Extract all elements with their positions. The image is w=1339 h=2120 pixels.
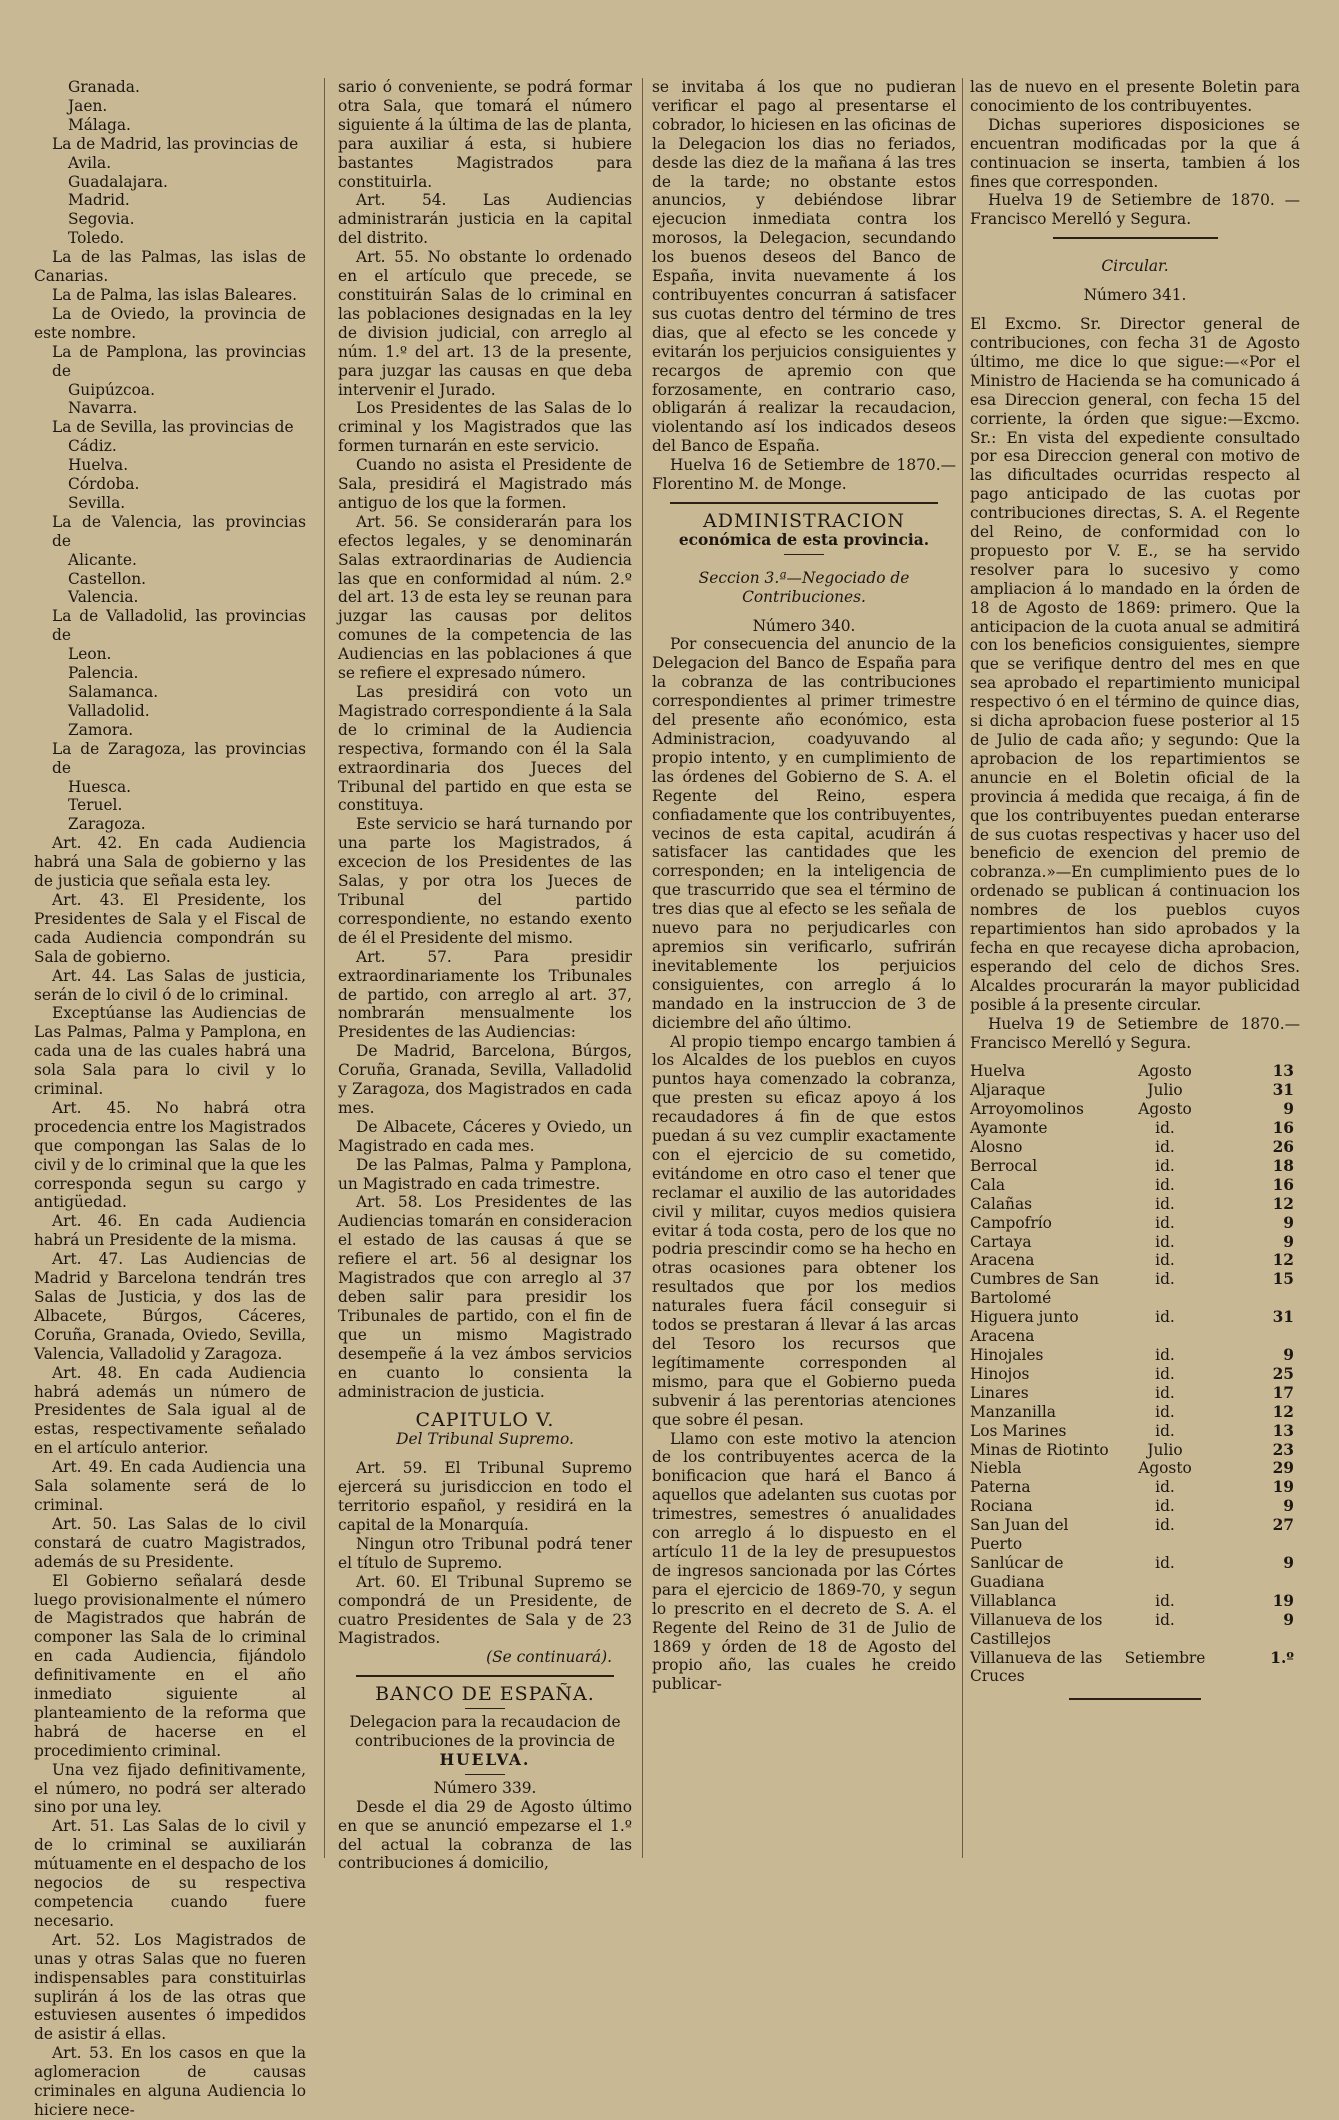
- day: 1.º: [1270, 1648, 1294, 1667]
- table-row: [970, 1554, 1300, 1592]
- paragraph: La de Oviedo, la provincia de este nombre.: [34, 304, 306, 342]
- month: Julio: [1147, 1440, 1183, 1459]
- paragraph: Córdoba.: [68, 475, 140, 494]
- town-name: Los Marines: [970, 1421, 1067, 1440]
- paragraph: Los Presidentes de las Salas de lo criminal y los Magistrados que las formen turnarán en este servicio.: [338, 399, 632, 456]
- table-row: [970, 1459, 1300, 1478]
- table-row: [970, 1195, 1300, 1214]
- day: 12: [1272, 1194, 1294, 1213]
- column-4: [970, 78, 1300, 1708]
- month: id.: [1155, 1194, 1175, 1213]
- paragraph: La de Pamplona, las provincias de: [52, 342, 306, 380]
- month: id.: [1155, 1232, 1175, 1251]
- paragraph: Art. 59. El Tribunal Supremo ejercerá su jurisdiccion en todo el territorio español, y residirá en la capital de la Monarquía.: [338, 1459, 632, 1534]
- month: id.: [1155, 1175, 1175, 1194]
- day: 18: [1272, 1156, 1294, 1175]
- table-row: [970, 1251, 1300, 1270]
- month: id.: [1155, 1591, 1175, 1610]
- paragraph: Art. 44. Las Salas de justicia, serán de lo civil ó de lo criminal.: [34, 966, 306, 1004]
- section-divider: [1069, 1698, 1201, 1700]
- table-row: [970, 1176, 1300, 1195]
- column-rule: [642, 78, 643, 1858]
- paragraph: De Madrid, Barcelona, Búrgos, Coruña, Granada, Sevilla, Valladolid y Zaragoza, dos Magistrados en cada mes.: [338, 1042, 632, 1117]
- town-name: Villanueva de los Castillejos: [970, 1610, 1103, 1648]
- column-3: [652, 78, 956, 1694]
- town-name: Hinojos: [970, 1364, 1030, 1383]
- paragraph: las de nuevo en el presente Boletin para conocimiento de los contribuyentes.: [970, 78, 1300, 115]
- town-name: Manzanilla: [970, 1402, 1056, 1421]
- paragraph: Huelva 16 de Setiembre de 1870.—Florentino M. de Monge.: [652, 456, 956, 494]
- paragraph: Las presidirá con voto un Magistrado correspondiente á la Sala de lo criminal de la Audiencia respectiva, formando con él la Sala extraordinaria dos Jueces del Tribunal del partido en que esta se constituya.: [338, 683, 632, 815]
- month: id.: [1155, 1346, 1175, 1364]
- continued-note: (Se continuará).: [486, 1648, 612, 1667]
- month: id.: [1155, 1516, 1175, 1535]
- paragraph: Zamora.: [68, 720, 134, 739]
- paragraph: Huelva 19 de Setiembre de 1870.— Francisco Merelló y Segura.: [970, 1014, 1300, 1052]
- admin-subheading: económica de esta provincia.: [678, 530, 930, 549]
- paragraph: Toledo.: [68, 229, 125, 248]
- paragraph: Palencia.: [68, 664, 139, 683]
- paragraph: Al propio tiempo encargo tambien á los Alcaldes de los pueblos en cuyos puntos haya comenzado la cobranza, que presten su eficaz apoyo á los recaudadores á fin de que estos puedan á su vez cumplir exactamente con el ejercicio de su cometido, evitándome en otro caso el tener que reclamar el auxilio de las autoridades civil y militar, cuyos medios quisiera evitar á toda costa, pero de los que no podria prescindir como se ha hecho en otras ocasiones para obtener los resultados que por los medios naturales fuera fácil conseguir si todos se prestaran á llevar á las arcas del Tesoro los recursos que legítimamente corresponden al mismo, para que el Gobierno pueda subvenir á las perentorias atenciones que sobre él pesan.: [652, 1032, 956, 1429]
- paragraph: Madrid.: [68, 191, 130, 210]
- bank-heading: BANCO DE ESPAÑA.: [375, 1683, 595, 1706]
- town-name: Paterna: [970, 1478, 1031, 1497]
- notice-number-340: Número 340.: [752, 616, 856, 635]
- table-row: [970, 1138, 1300, 1157]
- notice-341-text: [970, 315, 1300, 1052]
- paragraph: Llamo con este motivo la atencion de los contribuyentes acerca de la bonificacion que hará el Banco á aquellos que adelanten sus cuotas por trimestres, semestres ó anualidades con arreglo á lo dispuesto en el artículo 11 de la ley de presupuestos de ingresos sancionada por las Córtes para el ejercicio de 1869-70, y segun lo prescrito en el decreto de S. A. el Regente del Reino de 31 de Julio de 1869 y órden de 18 de Agosto del propio año, las cuales he creido publicar-: [652, 1429, 956, 1694]
- month: id.: [1155, 1383, 1175, 1402]
- paragraph: Art. 57. Para presidir extraordinariamente los Tribunales de partido, con arreglo al art. 37, nombrarán mensualmente los Presidentes de las Audiencias:: [338, 947, 632, 1042]
- paragraph: Castellon.: [68, 569, 147, 588]
- month: Agosto: [1138, 1100, 1192, 1119]
- day: 9: [1283, 1213, 1294, 1232]
- month: id.: [1155, 1610, 1175, 1629]
- paragraph: El Excmo. Sr. Director general de contribuciones, con fecha 31 de Agosto último, me dice lo que sigue:—«Por el Ministro de Hacienda se ha comunicado á esa Direccion general, con fecha 15 del corriente, la órden que sigue:—Excmo. Sr.: En vista del expediente consultado por esa Direccion general con motivo de las dificultades ocurridas respecto al pago anticipado de las cuotas por contribuciones directas, S. A. el Regente del Reino, de conformidad con lo propuesto por V. E., se ha servido resolver para lo sucesivo y como ampliacion á lo mandado en la órden de 18 de Agosto de 1869: primero. Que la anticipacion de la cuota anual se admitirá con los beneficios consiguientes, siempre que se verifique dentro del mes en que sea aprobado el repartimiento municipal respectivo ó en el término de quince dias, si dicha aprobacion fuese posterior al 15 de Julio de cada año; y segundo: Que la aprobacion de los repartimientos se anuncie en el Boletin oficial de la provincia á medida que recaiga, á fin de que los contribuyentes puedan enterarse de sus cuotas respectivas y hacer uso del beneficio de exencion del premio de cobranza.»—En cumplimiento pues de lo ordenado se publican á continuacion los nombres de los pueblos cuyos repartimientos han sido aprobados y la fecha en que recayese dicha aprobacion, esperando del celo de dichos Sres. Alcaldes procurarán la mayor publicidad posible á la presente circular.: [970, 315, 1300, 1014]
- town-name: Campofrío: [970, 1213, 1052, 1232]
- paragraph: Salamanca.: [68, 683, 159, 701]
- notice-number-339: Número 339.: [433, 1778, 537, 1797]
- town-name: Sanlúcar de Guadiana: [970, 1553, 1064, 1591]
- paragraph: Valencia.: [68, 588, 139, 607]
- table-row: [970, 1062, 1300, 1081]
- column-2-text: [338, 78, 632, 1401]
- section-divider: [356, 1675, 615, 1677]
- table-row: [970, 1497, 1300, 1516]
- paragraph: Art. 54. Las Audiencias administrarán justicia en la capital del distrito.: [338, 191, 632, 248]
- day: 31: [1272, 1308, 1294, 1327]
- paragraph: Huelva.: [68, 456, 129, 475]
- town-name: Cartaya: [970, 1232, 1032, 1251]
- day: 25: [1272, 1364, 1294, 1383]
- table-row: [970, 1233, 1300, 1252]
- town-name: Cumbres de San Bartolomé: [970, 1270, 1099, 1308]
- day: 13: [1272, 1421, 1294, 1440]
- paragraph: Art. 49. En cada Audiencia una Sala solamente será de lo criminal.: [34, 1458, 306, 1514]
- paragraph: Art. 50. Las Salas de lo civil constará de cuatro Magistrados, además de su Presidente.: [34, 1514, 306, 1571]
- circular-heading: Circular.: [1101, 257, 1169, 276]
- table-row: [970, 1119, 1300, 1138]
- table-row: [970, 1441, 1300, 1460]
- notice-339-text: Desde el dia 29 de Agosto último en que se anunció empezarse el 1.º del actual la cobranza de las contribuciones á domicilio,: [338, 1797, 632, 1873]
- town-name: Berrocal: [970, 1156, 1038, 1175]
- notice-number-341: Número 341.: [1083, 286, 1187, 305]
- town-name: Minas de Riotinto: [970, 1440, 1109, 1459]
- month: id.: [1155, 1402, 1175, 1421]
- paragraph: La de Palma, las islas Baleares.: [52, 285, 298, 304]
- table-row: [970, 1422, 1300, 1441]
- admin-heading: ADMINISTRACION: [702, 509, 905, 532]
- town-name: Arroyomolinos: [970, 1100, 1084, 1119]
- column-3-text: [652, 78, 956, 494]
- paragraph: Alicante.: [68, 550, 137, 569]
- table-row: [970, 1081, 1300, 1100]
- town-name: Aljaraque: [970, 1081, 1046, 1100]
- delegation-line: Delegacion para la recaudacion de contribuciones de la provincia de: [349, 1713, 621, 1751]
- paragraph: La de Sevilla, las provincias de: [52, 418, 294, 437]
- section-divider: [1053, 237, 1218, 239]
- paragraph: Leon.: [68, 645, 112, 664]
- day: 12: [1272, 1402, 1294, 1421]
- paragraph: Art. 52. Los Magistrados de unas y otras Salas que no fueren indispensables para constituirlas suplirán á los de las otras que estuviesen ausentes ó impedidos de asistir á ellas.: [34, 1930, 306, 2044]
- town-name: Villanueva de las Cruces: [970, 1648, 1103, 1686]
- month: id.: [1155, 1421, 1175, 1440]
- column-rule: [962, 78, 963, 1858]
- month: Agosto: [1138, 1062, 1192, 1081]
- town-name: Calañas: [970, 1194, 1033, 1213]
- paragraph: Una vez fijado definitivamente, el número, no podrá ser alterado sino por una ley.: [34, 1760, 306, 1817]
- dash-divider: [784, 554, 824, 555]
- month: id.: [1155, 1308, 1175, 1327]
- table-row: [970, 1611, 1300, 1649]
- day: 13: [1272, 1062, 1294, 1081]
- town-name: Alosno: [970, 1138, 1023, 1157]
- paragraph: Art. 51. Las Salas de lo civil y de lo criminal se auxiliarán mútuamente en el despacho de los negocios de su respectiva competencia cuando fuere necesario.: [34, 1817, 306, 1930]
- paragraph: Art. 55. No obstante lo ordenado en el artículo que precede, se constituirán Salas de lo criminal en las poblaciones designadas en la ley de division judicial, con arreglo al núm. 1.º del art. 13 de la presente, para juzgar las causas en que deba intervenir el Jurado.: [338, 248, 632, 399]
- chapter-subtitle: Del Tribunal Supremo.: [396, 1430, 574, 1449]
- paragraph: Art. 46. En cada Audiencia habrá un Presidente de la misma.: [34, 1212, 306, 1250]
- paragraph: La de las Palmas, las islas de Canarias.: [34, 248, 306, 286]
- column-1: [34, 78, 306, 2120]
- town-name: Huelva: [970, 1062, 1026, 1081]
- table-row: [970, 1365, 1300, 1384]
- paragraph: Huesca.: [68, 777, 132, 796]
- paragraph: La de Valencia, las provincias de: [52, 512, 306, 550]
- paragraph: Exceptúanse las Audiencias de Las Palmas, Palma y Pamplona, en cada una de las cuales habrá una sola Sala para lo civil y lo criminal.: [34, 1004, 306, 1099]
- day: 12: [1272, 1251, 1294, 1270]
- table-row: [970, 1270, 1300, 1308]
- town-name: Cala: [970, 1175, 1006, 1194]
- paragraph: Valladolid.: [68, 701, 150, 720]
- month: Agosto: [1138, 1459, 1192, 1478]
- table-row: [970, 1478, 1300, 1497]
- paragraph: Dichas superiores disposiciones se encuentran modificadas por la que á continuacion se inserta, tambien á los fines que corresponden.: [970, 115, 1300, 191]
- paragraph: Jaen.: [68, 96, 108, 115]
- table-row: [970, 1403, 1300, 1422]
- day: 23: [1272, 1440, 1294, 1459]
- month: id.: [1155, 1251, 1175, 1270]
- day: 9: [1283, 1497, 1294, 1516]
- chapter-title: CAPITULO V.: [415, 1409, 555, 1432]
- month: id.: [1155, 1213, 1175, 1232]
- paragraph: La de Madrid, las provincias de: [52, 134, 299, 153]
- month: Julio: [1147, 1081, 1183, 1100]
- paragraph: se invitaba á los que no pudieran verificar el pago al presentarse el cobrador, lo hiciesen en las oficinas de la Delegacion los dias no feriados, desde las diez de la mañana á las tres de la tarde; no obstante estos anuncios, y debiéndose librar ejecucion inmediata contra los morosos, la Delegacion, secundando los buenos deseos del Banco de España, invita nuevamente á los contribuyentes concurran á satisfacer sus cuotas dentro del término de tres dias, que al efecto se les concede y evitarán los perjuicios consiguientes y recargos de apremio con que forzosamente, en contrario caso, obligarán á realizar la recaudacion, violentando así los indicados deseos del Banco de España.: [652, 78, 956, 456]
- town-name: Niebla: [970, 1459, 1022, 1478]
- section-divider: [670, 502, 938, 504]
- column-rule: [324, 78, 325, 1858]
- table-row: [970, 1308, 1300, 1346]
- paragraph: Guipúzcoa.: [68, 380, 155, 399]
- paragraph: Huelva 19 de Setiembre de 1870. —Francisco Merelló y Segura.: [970, 191, 1300, 229]
- paragraph: Teruel.: [68, 796, 123, 815]
- paragraph: Málaga.: [68, 115, 131, 134]
- paragraph: Art. 48. En cada Audiencia habrá además un número de Presidentes de Sala igual al de estas, respectivamente señalado en el artículo anterior.: [34, 1363, 306, 1458]
- table-row: [970, 1100, 1300, 1119]
- table-row: [970, 1516, 1300, 1554]
- paragraph: Granada.: [68, 78, 140, 96]
- month: id.: [1155, 1497, 1175, 1516]
- column-4-text: [970, 78, 1300, 229]
- town-name: Aracena: [970, 1251, 1035, 1270]
- paragraph: Art. 60. El Tribunal Supremo se compondrá de un Presidente, de cuatro Presidentes de Sala y de 23 Magistrados.: [338, 1572, 632, 1648]
- day: 9: [1283, 1553, 1294, 1572]
- newspaper-page: [22, 78, 1322, 2119]
- month: Setiembre: [1124, 1648, 1206, 1667]
- day: 9: [1283, 1232, 1294, 1251]
- paragraph: Ningun otro Tribunal podrá tener el título de Supremo.: [338, 1534, 632, 1572]
- paragraph: De las Palmas, Palma y Pamplona, un Magistrado en cada trimestre.: [338, 1155, 632, 1193]
- table-row: [970, 1157, 1300, 1176]
- town-name: Higuera junto Aracena: [970, 1308, 1079, 1346]
- table-row: [970, 1214, 1300, 1233]
- column-2: [338, 78, 632, 1873]
- day: 16: [1272, 1175, 1294, 1194]
- table-row: [970, 1649, 1300, 1687]
- paragraph: Art. 43. El Presidente, los Presidentes de Sala y el Fiscal de cada Audiencia compondrán su Sala de gobierno.: [34, 890, 306, 966]
- paragraph: Art. 45. No habrá otra procedencia entre los Magistrados que compongan las Salas de lo civil y de lo criminal que la que les corresponda segun su cargo y antigüedad.: [34, 1098, 306, 1212]
- day: 29: [1272, 1459, 1294, 1478]
- paragraph: Cádiz.: [68, 437, 117, 456]
- month: id.: [1155, 1119, 1175, 1138]
- month: id.: [1155, 1364, 1175, 1383]
- month: id.: [1155, 1478, 1175, 1497]
- day: 9: [1283, 1610, 1294, 1629]
- paragraph: Guadalajara.: [68, 172, 168, 191]
- paragraph: Art. 56. Se considerarán para los efectos legales, y se denominarán Salas extraordinarias de Audiencia las que en conformidad al núm. 2.º del art. 13 de esta ley se reunan para juzgar las causas por delitos comunes de la competencia de las Audiencias en las poblaciones á que se refiere el expresado número.: [338, 512, 632, 683]
- paragraph: La de Valladolid, las provincias de: [52, 607, 306, 645]
- month: id.: [1155, 1553, 1175, 1572]
- day: 27: [1272, 1516, 1294, 1535]
- dash-divider: [465, 1774, 505, 1775]
- table-row: [970, 1592, 1300, 1611]
- huelva-heading: HUELVA.: [439, 1750, 531, 1769]
- day: 15: [1272, 1270, 1294, 1289]
- day: 16: [1272, 1119, 1294, 1138]
- town-name: Villablanca: [970, 1591, 1057, 1610]
- month: id.: [1155, 1138, 1175, 1157]
- town-name: Hinojales: [970, 1346, 1044, 1364]
- towns-table: [970, 1062, 1300, 1686]
- day: 26: [1272, 1138, 1294, 1157]
- day: 31: [1272, 1081, 1294, 1100]
- day: 19: [1272, 1591, 1294, 1610]
- day: 9: [1283, 1100, 1294, 1119]
- paragraph: Zaragoza.: [68, 815, 146, 834]
- paragraph: La de Zaragoza, las provincias de: [52, 739, 306, 777]
- paragraph: Avila.: [68, 153, 112, 172]
- paragraph: Navarra.: [68, 399, 138, 418]
- paragraph: Por consecuencia del anuncio de la Delegacion del Banco de España para la cobranza de las contribuciones correspondientes al primer trimestre del presente año económico, esta Administracion, coadyuvando al propio intento, y en cumplimiento de las órdenes del Gobierno de S. A. el Regente del Reino, espera confiadamente que los contribuyentes, vecinos de esta capital, acudirán á satisfacer las cantidades que les corresponden; en la inteligencia de que trascurrido que sea el término de tres dias que al efecto se les señala de nuevo para no perjudicarles con apremios sin verificarlo, sufrirán inevitablemente los perjuicios consiguientes, con arreglo á lo mandado en la instruccion de 3 de diciembre del año último.: [652, 635, 956, 1032]
- town-name: Linares: [970, 1383, 1029, 1402]
- table-row: [970, 1346, 1300, 1365]
- paragraph: Segovia.: [68, 210, 135, 229]
- town-name: Ayamonte: [970, 1119, 1048, 1138]
- month: id.: [1155, 1156, 1175, 1175]
- table-row: [970, 1384, 1300, 1403]
- paragraph: Sevilla.: [68, 493, 126, 512]
- dash-divider: [465, 1708, 505, 1709]
- section-title: Seccion 3.ª—Negociado de Contribuciones.: [698, 568, 910, 606]
- town-name: San Juan del Puerto: [970, 1516, 1069, 1554]
- paragraph: Este servicio se hará turnando por una parte los Magistrados, á excecion de los Presidentes de las Salas, y por otra los Jueces de Tribunal del partido correspondiente, no estando exento de él el Presidente del mismo.: [338, 815, 632, 947]
- paragraph: De Albacete, Cáceres y Oviedo, un Magistrado en cada mes.: [338, 1117, 632, 1155]
- day: 19: [1272, 1478, 1294, 1497]
- notice-340-text: [652, 635, 956, 1694]
- day: 17: [1272, 1383, 1294, 1402]
- month: id.: [1155, 1270, 1175, 1289]
- chapter-text: [338, 1459, 632, 1648]
- day: 9: [1283, 1346, 1294, 1364]
- paragraph: Art. 58. Los Presidentes de las Audiencias tomarán en consideracion el estado de las causas á que se refiere el art. 56 al designar los Magistrados que con arreglo al 37 deben salir para presidir los Tribunales de partido, con el fin de que un mismo Magistrado desempeñe á la vez ámbos servicios en cuanto lo consienta la administracion de justicia.: [338, 1193, 632, 1401]
- paragraph: Art. 47. Las Audiencias de Madrid y Barcelona tendrán tres Salas de Justicia, y dos las de Albacete, Búrgos, Cáceres, Coruña, Granada, Oviedo, Sevilla, Valencia, Valladolid y Zaragoza.: [34, 1250, 306, 1363]
- paragraph: El Gobierno señalará desde luego provisionalmente el número de Magistrados que habrán de componer las Sala de lo criminal en cada Audiencia, fijándolo definitivamente en el año inmediato siguiente al planteamiento de la reforma que habrá de hacerse en el procedimiento criminal.: [34, 1571, 306, 1760]
- paragraph: Art. 42. En cada Audiencia habrá una Sala de gobierno y las de justicia que señala esta ley.: [34, 834, 306, 891]
- paragraph: sario ó conveniente, se podrá formar otra Sala, que tomará el número siguiente á la última de las de planta, para auxiliar á esta, si hubiere bastantes Magistrados para constituirla.: [338, 78, 632, 191]
- town-name: Rociana: [970, 1497, 1033, 1516]
- paragraph: Cuando no asista el Presidente de Sala, presidirá el Magistrado más antiguo de los que la formen.: [338, 456, 632, 512]
- paragraph: Art. 53. En los casos en que la aglomeracion de causas criminales en alguna Audiencia lo hiciere nece-: [34, 2044, 306, 2119]
